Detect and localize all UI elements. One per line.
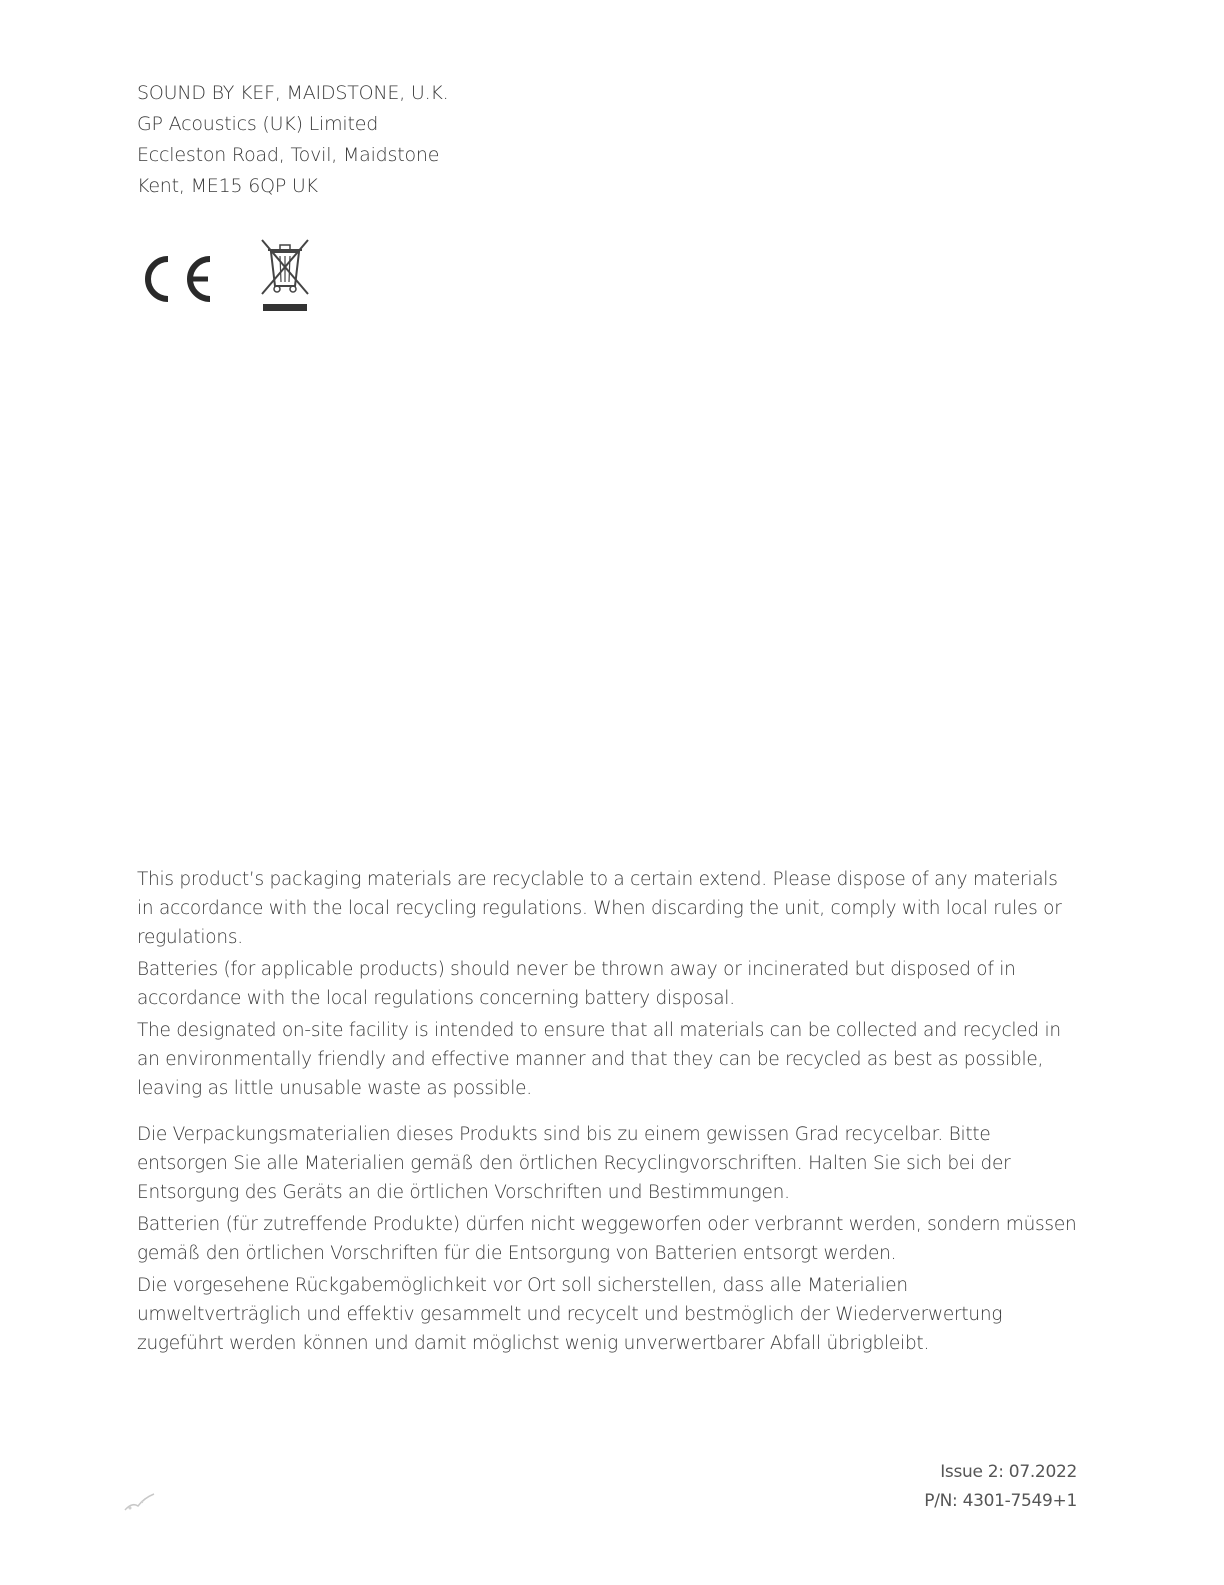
english-disposal-notice: [137, 865, 1077, 1106]
part-number: P/N: 4301-7549+1: [924, 1491, 1077, 1511]
compliance-marks: [138, 236, 328, 316]
english-batteries-paragraph: Batteries (for applicable products) should never be thrown away or incinerated but disposed of in accordance with the local regulations concerning battery disposal.: [137, 959, 1016, 1009]
weee-bin-icon: [258, 236, 312, 316]
issue-date: Issue 2: 07.2022: [940, 1462, 1077, 1482]
document-issue-info: [924, 1458, 1077, 1516]
german-packaging-paragraph: Die Verpackungsmaterialien dieses Produkts sind bis zu einem gewissen Grad recycelbar. Bitte entsorgen Sie alle Materialien gemäß den örtlichen Recyclingvorschriften. Halten Sie sich bei der Entsorgung des Geräts an die örtlichen Vorschriften und Bestimmungen.: [137, 1124, 1011, 1203]
manufacturer-address: [137, 78, 449, 202]
english-facility-paragraph: The designated on-site facility is intended to ensure that all materials can be collected and recycled in an environmentally friendly and effective manner and that they can be recycled as best as possible, leaving as little unusable waste as possible.: [137, 1020, 1061, 1099]
address-line-company: SOUND BY KEF, MAIDSTONE, U.K.: [137, 82, 449, 104]
address-line-legal-name: GP Acoustics (UK) Limited: [137, 113, 379, 135]
german-disposal-notice: [137, 1120, 1077, 1361]
english-packaging-paragraph: This product’s packaging materials are recyclable to a certain extend. Please dispose of any materials in accordance with the local recycling regulations. When discarding the unit, comply with local rules or regulations.: [137, 869, 1062, 948]
address-line-street: Eccleston Road, Tovil, Maidstone: [137, 144, 440, 166]
german-facility-paragraph: Die vorgesehene Rückgabemöglichkeit vor Ort soll sicherstellen, dass alle Materialien umweltverträglich und effektiv gesammelt und recycelt und bestmöglich der Wiederverwertung zugeführt werden können und damit möglichst wenig unverwertbarer Abfall übrigbleibt.: [137, 1275, 1003, 1354]
address-line-postcode: Kent, ME15 6QP UK: [137, 175, 318, 197]
ce-mark-icon: [138, 254, 218, 304]
scan-smudge: [120, 1488, 160, 1518]
german-batteries-paragraph: Batterien (für zutreffende Produkte) dürfen nicht weggeworfen oder verbrannt werden, sondern müssen gemäß den örtlichen Vorschriften für die Entsorgung von Batterien entsorgt werden.: [137, 1214, 1077, 1264]
